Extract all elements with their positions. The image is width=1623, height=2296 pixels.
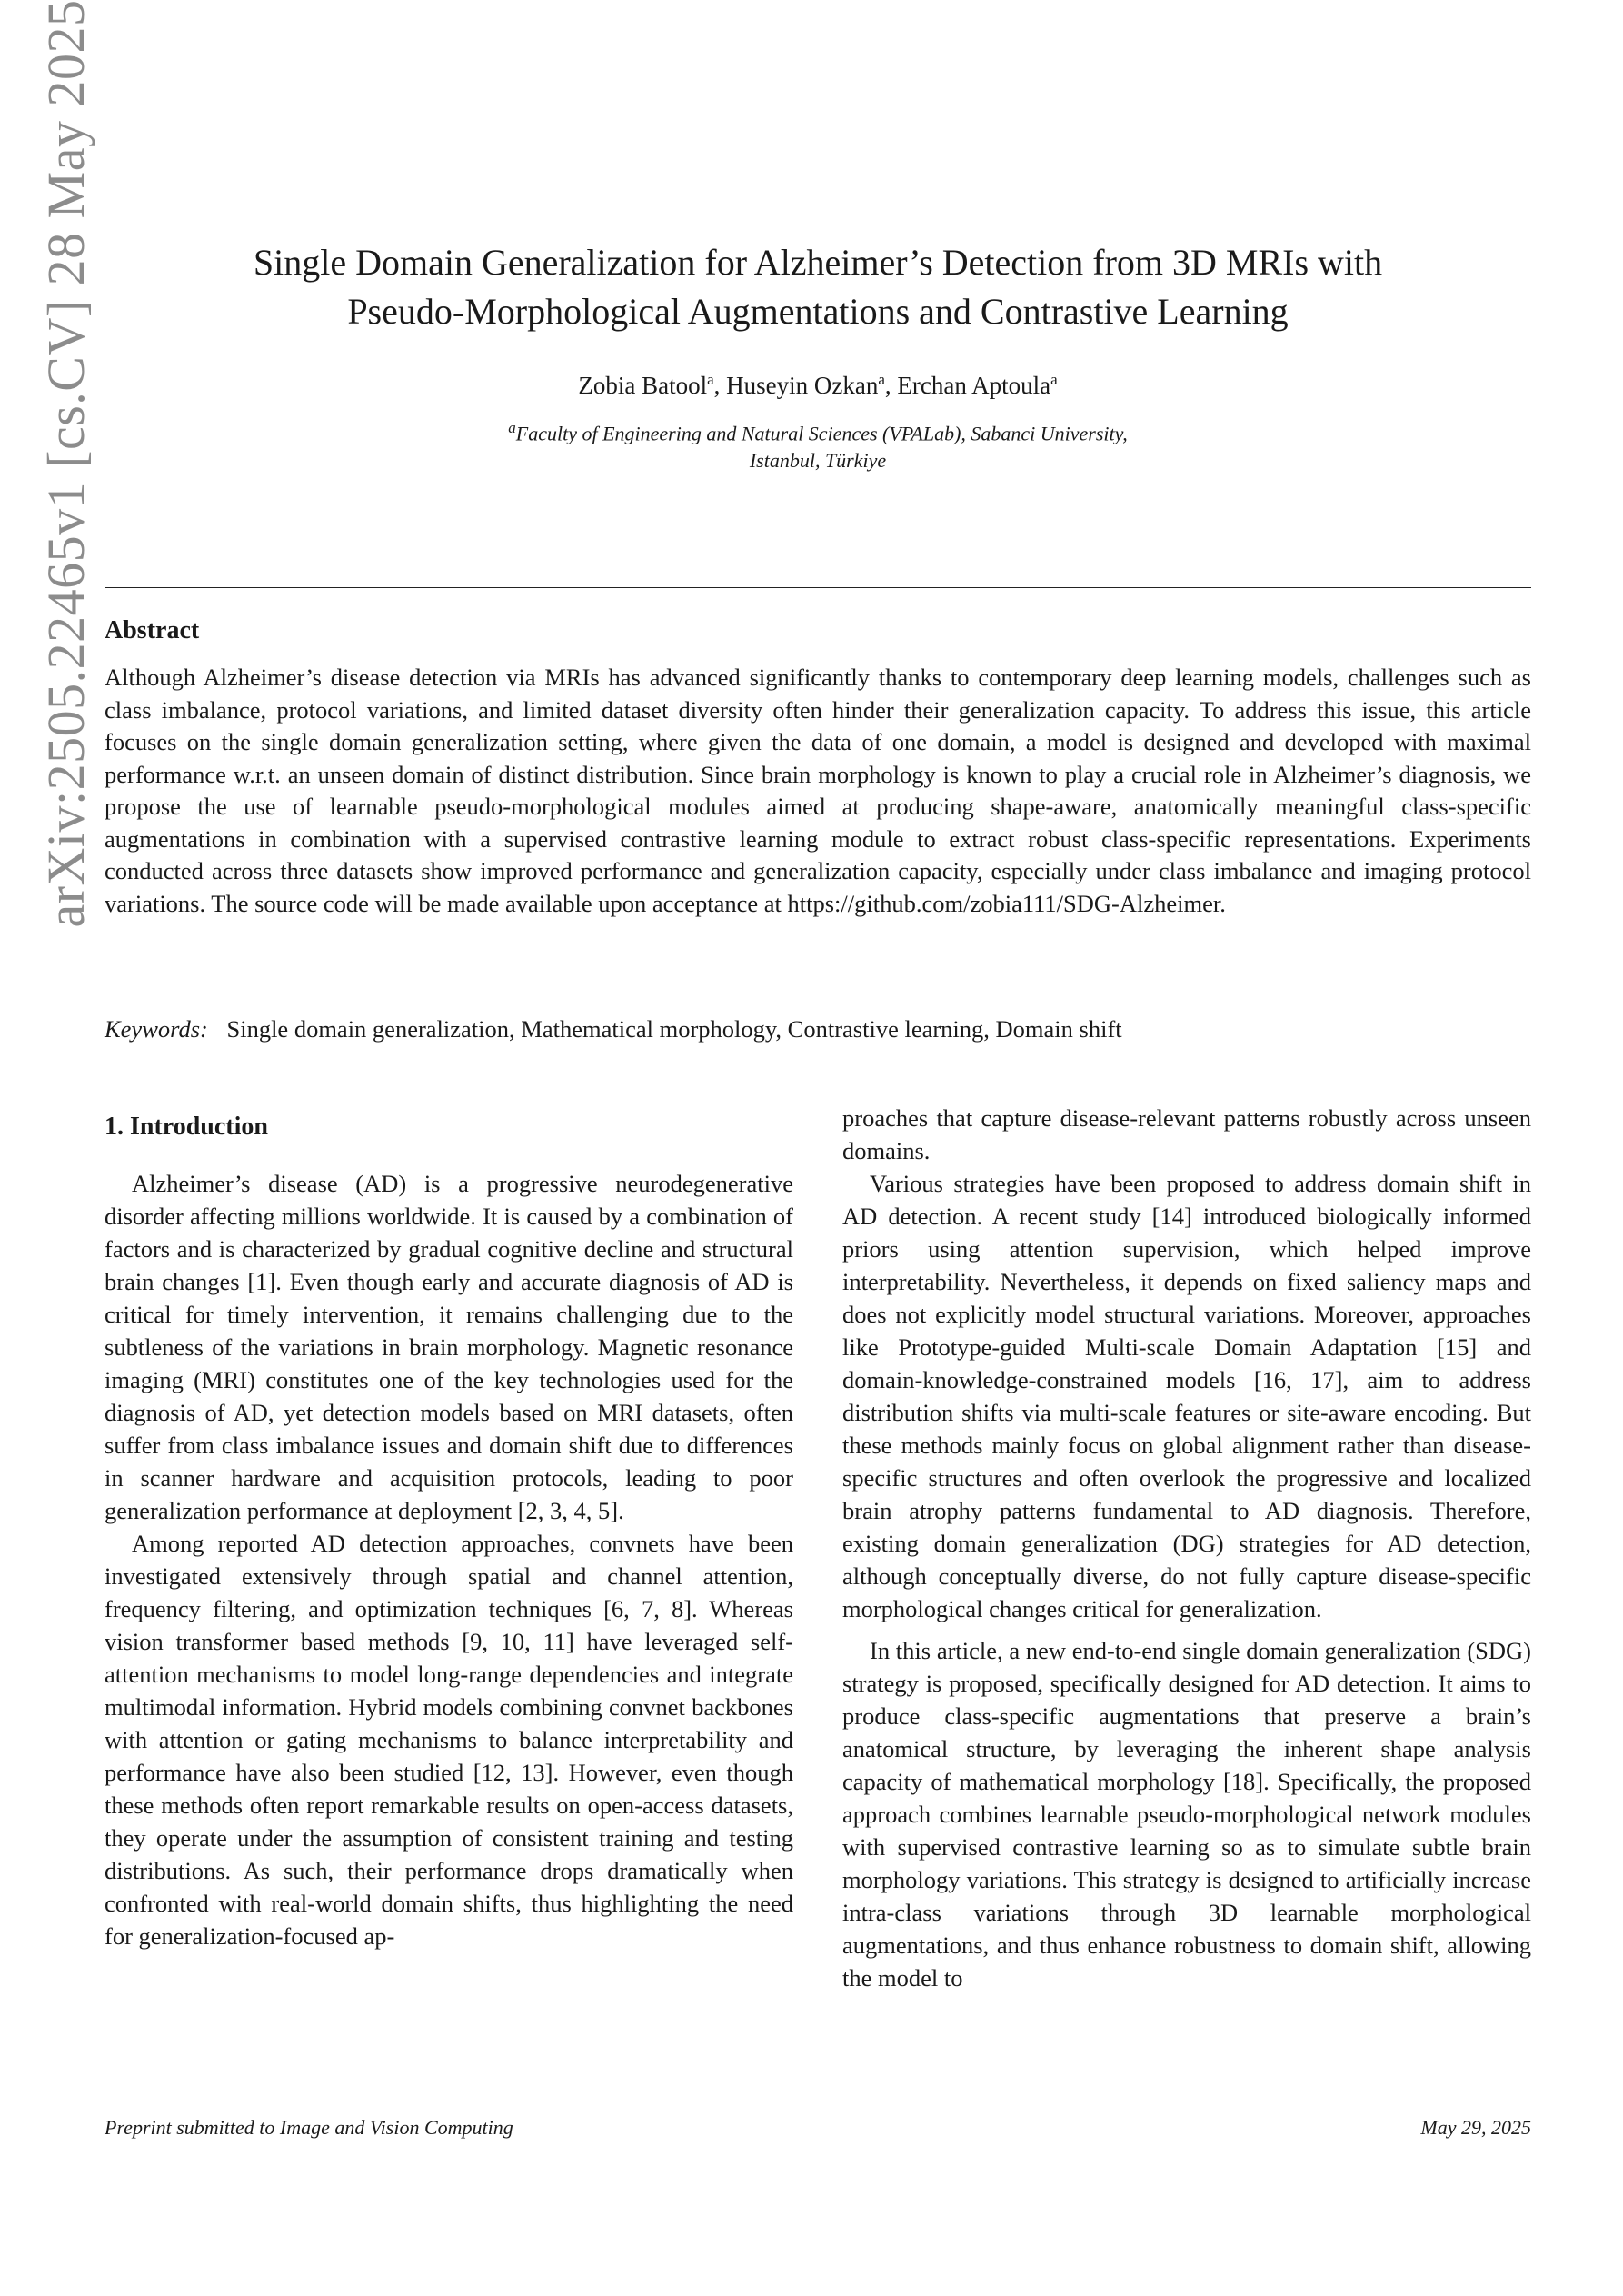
author-name: Zobia Batool xyxy=(578,372,708,399)
title-block xyxy=(105,238,1531,474)
affiliation xyxy=(105,414,1531,474)
keywords-text: Single domain generalization, Mathematical morphology, Contrastive learning, Domain shift xyxy=(226,1015,1122,1043)
author-affil-mark: a xyxy=(1050,371,1058,388)
left-column xyxy=(105,1102,793,1952)
abstract-heading: Abstract xyxy=(105,616,200,644)
affiliation-line-2: Istanbul, Türkiye xyxy=(749,449,887,473)
keywords xyxy=(105,1015,1531,1043)
top-rule xyxy=(105,587,1531,588)
keywords-label: Keywords: xyxy=(105,1015,208,1043)
paragraph-continuation: proaches that capture disease-relevant patterns robustly across unseen domains. xyxy=(842,1104,1531,1164)
paragraph: Various strategies have been proposed to address domain shift in AD detection. A recent study [14] introduced biologically informed priors using attention supervision, which helped improve interpretability. Nevertheless, it depends on fixed saliency maps and does not explicitly model structural variations. Moreover, approaches like Prototype-guided Multi-scale Domain Adaptation [15] and domain-knowledge-constrained models [16, 17], aim to address distribution shifts via multi-scale features or site-aware encoding. But these methods mainly focus on global alignment rather than disease-specific structures and often overlook the progressive and localized brain atrophy patterns fundamental to AD diagnosis. Therefore, existing domain generalization (DG) strategies for AD detection, although conceptually diverse, do not fully capture disease-specific morphological changes critical for generalization. xyxy=(842,1170,1531,1622)
arxiv-identifier: arXiv:2505.22465v1 [cs.CV] 28 May 2025 xyxy=(36,0,95,928)
author-name: Erchan Aptoula xyxy=(897,372,1051,399)
title-line-1: Single Domain Generalization for Alzheimer’s Detection from 3D MRIs with xyxy=(253,242,1383,283)
author-affil-mark: a xyxy=(707,371,714,388)
section-heading-introduction: 1. Introduction xyxy=(105,1113,268,1141)
title-line-2: Pseudo-Morphological Augmentations and Contrastive Learning xyxy=(347,291,1289,332)
paper-title xyxy=(105,238,1531,336)
footer-date: May 29, 2025 xyxy=(1420,2116,1531,2139)
right-column xyxy=(842,1102,1531,1994)
paragraph: Among reported AD detection approaches, convnets have been investigated extensively through spatial and channel attention, frequency filtering, and optimization techniques [6, 7, 8]. Whereas vision transformer based methods [9, 10, 11] have leveraged self-attention mechanisms to model long-range dependencies and integrate multimodal information. Hybrid models combining convnet backbones with attention or gating mechanisms to balance interpretability and performance have also been studied [12, 13]. However, even though these methods often report remarkable results on open-access datasets, they operate under the assumption of consistent training and testing distributions. As such, their performance drops dramatically when confronted with real-world domain shifts, thus highlighting the need for generalization-focused ap- xyxy=(105,1530,793,1950)
abstract-text: Although Alzheimer’s disease detection via MRIs has advanced significantly thanks to contemporary deep learning models, challenges such as class imbalance, protocol variations, and limited dataset diversity often hinder their generalization capacity. To address this issue, this article focuses on the single domain generalization setting, where given the data of one domain, a model is designed and developed with maximal performance w.r.t. an unseen domain of distinct distribution. Since brain morphology is known to play a crucial role in Alzheimer’s diagnosis, we propose the use of learnable pseudo-morphological modules aimed at producing shape-aware, anatomically meaningful class-specific augmentations in combination with a supervised contrastive learning module to extract robust class-specific representations. Experiments conducted across three datasets show improved performance and generalization capacity, especially under class imbalance and imaging protocol variations. The source code will be made available upon acceptance at https://github.com/zobia111/SDG-Alzheimer. xyxy=(105,664,1531,917)
author-list: Zobia Batool$^a$, Huseyin Ozkan$^a$, Erchan Aptoula$^a$ xyxy=(578,371,1058,399)
author-affil-mark: a xyxy=(878,371,885,388)
page-footer xyxy=(105,2116,1531,2140)
footer-journal: Preprint submitted to Image and Vision Computing xyxy=(105,2116,513,2139)
author-name: Huseyin Ozkan xyxy=(726,372,879,399)
affiliation-mark: a xyxy=(508,419,516,436)
abstract xyxy=(105,616,1531,920)
paragraph: Alzheimer’s disease (AD) is a progressive neurodegenerative disorder affecting millions worldwide. It is caused by a combination of factors and is characterized by gradual cognitive decline and structural brain changes [1]. Even though early and accurate diagnosis of AD is critical for timely intervention, it remains challenging due to the subtleness of the variations in brain morphology. Magnetic resonance imaging (MRI) constitutes one of the key technologies used for the diagnosis of AD, yet detection models based on MRI datasets, often suffer from class imbalance issues and domain shift due to differences in scanner hardware and acquisition protocols, leading to poor generalization performance at deployment [2, 3, 4, 5]. xyxy=(105,1170,793,1524)
paragraph: In this article, a new end-to-end single domain generalization (SDG) strategy is proposed, specifically designed for AD detection. It aims to produce class-specific augmentations that preserve a brain’s anatomical structure, by leveraging the inherent shape analysis capacity of mathematical morphology [18]. Specifically, the proposed approach combines learnable pseudo-morphological network modules with supervised contrastive learning so as to simulate subtle brain morphology variations. This strategy is designed to artificially increase intra-class variations through 3D learnable morphological augmentations, and thus enhance robustness to domain shift, allowing the model to xyxy=(842,1637,1531,1992)
affiliation-line-1: Faculty of Engineering and Natural Sciences (VPALab), Sabanci University, xyxy=(515,422,1128,445)
